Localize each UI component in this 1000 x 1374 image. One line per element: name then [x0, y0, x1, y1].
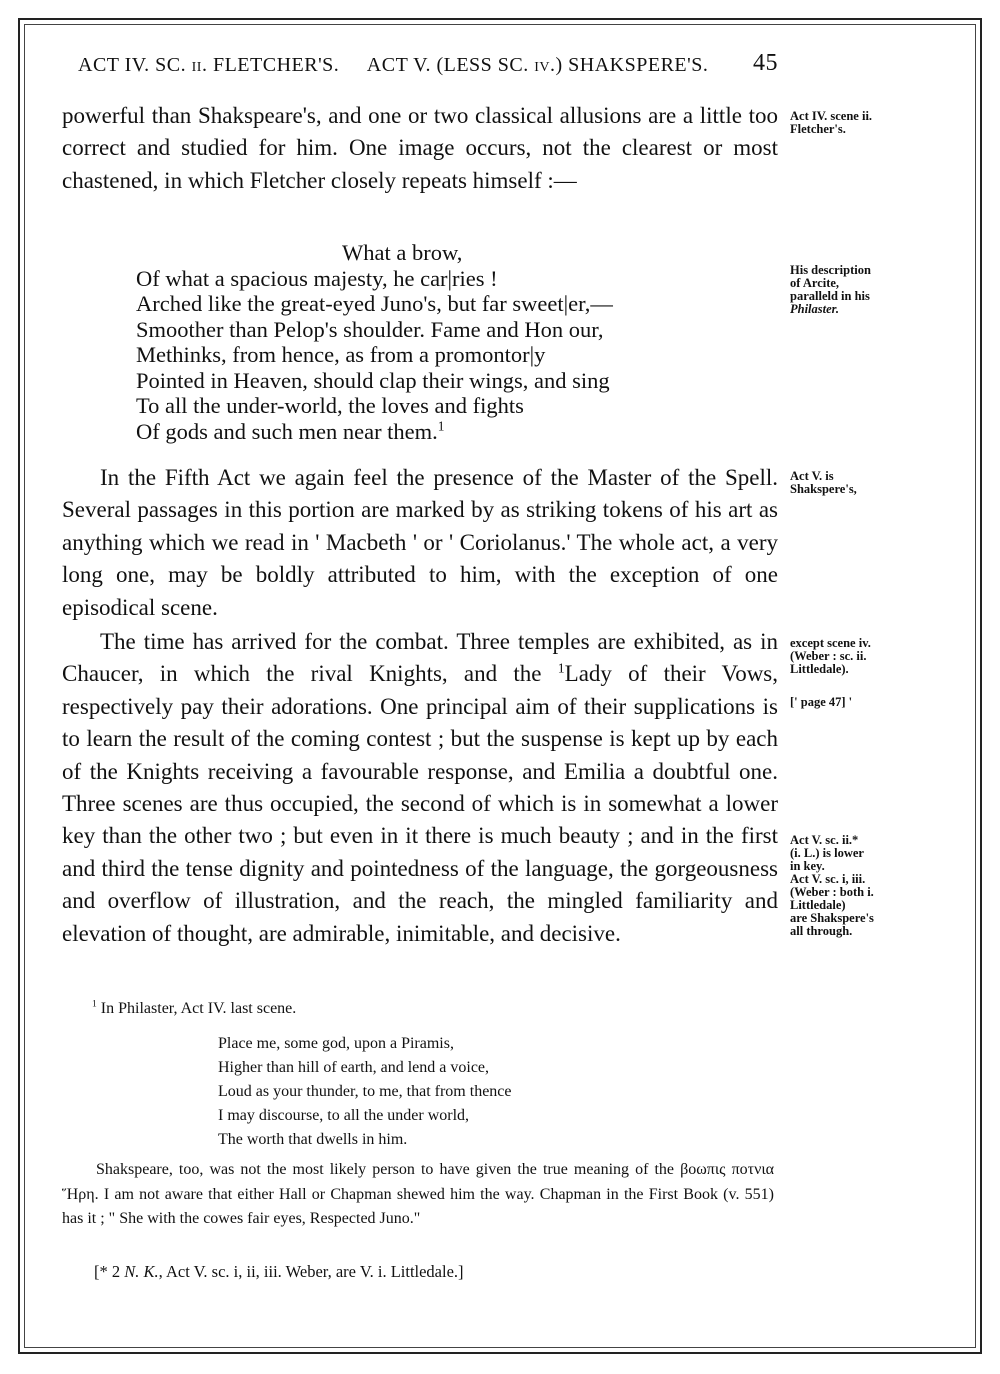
sidenote-line: Philaster.	[790, 302, 839, 316]
paragraph-1-text: powerful than Shakspeare's, and one or two classical allusions are a little too correct and studied for him. One image occurs, not the clearest or most chastened, in which Fletcher closely repeats himself :—	[62, 103, 778, 193]
paragraph-3-rest: Lady of their Vows, respectively pay their adorations. One principal aim of their supplications is to learn the result of the coming contest ; but the suspense is kept up by each of the Knights receiving a favourable response, and Emilia a doubtful one. Three scenes are thus occupied, the second of which is in somewhat a lower key than the other two ; but even in it there is much beauty ; and in the first and third the tense dignity and pointedness of the language, the gorgeousness and overflow of illustration, and the reach, the mingled familiarity and elevation of thought, are admirable, inimitable, and decisive.	[62, 661, 779, 946]
paragraph-3	[62, 626, 778, 950]
sidenote-act-v	[790, 470, 940, 496]
sidenote-arcite	[790, 264, 940, 316]
verse-line-last	[136, 419, 776, 445]
footnote-paragraph	[62, 1158, 774, 1232]
footnote-verse-line: I may discourse, to all the under world,	[218, 1107, 470, 1124]
footnote-verse-line: Place me, some god, upon a Piramis,	[218, 1035, 454, 1052]
sidenote-line: paralleld in his	[790, 289, 870, 303]
sidenote-line: Act V. sc. ii.*	[790, 833, 859, 847]
sidenote-act-iv	[790, 110, 940, 136]
sidenote-page-ref	[790, 696, 940, 709]
sidenote-line: His description	[790, 263, 871, 277]
footnote-paragraph-text: Shakspeare, too, was not the most likely person to have given the true meaning of the βοωπις ποτνια Ἥρη. I am not aware that either Hall or Chapman shewed him the way. Chapman in the First Book (v. 551) has it ; " She with the cowes fair eyes, Respected Juno."	[62, 1161, 774, 1227]
editor-note-open: [* 2	[94, 1262, 121, 1281]
footnote-verse-line: The worth that dwells in him.	[218, 1131, 408, 1148]
verse-line: Methinks, from hence, as from a promontor|y	[136, 342, 546, 367]
sidenote-line: of Arcite,	[790, 276, 840, 290]
paragraph-1	[62, 100, 778, 197]
sidenote-line: Fletcher's.	[790, 122, 846, 136]
sidenote-act-v-scenes	[790, 834, 940, 938]
footnote-verse	[218, 1032, 512, 1152]
verse-quotation	[136, 240, 776, 444]
header-act-iv: ACT IV. SC. ii. FLETCHER'S.	[78, 54, 340, 76]
sidenote-line: Act IV. scene ii.	[790, 109, 873, 123]
header-act-v: ACT V. (LESS SC. iv.) SHAKSPERE'S.	[366, 54, 709, 76]
footnote-verse-line: Higher than hill of earth, and lend a voice,	[218, 1059, 490, 1076]
footnote-mark: 1	[437, 418, 445, 433]
footnote-mark: 1	[92, 998, 97, 1010]
sidenote-line: all through.	[790, 924, 853, 938]
paragraph-3-text	[62, 626, 778, 950]
editor-note-italic: N. K.	[124, 1262, 159, 1281]
paragraph-2	[62, 462, 778, 624]
sidenote-line: (Weber : sc. ii.	[790, 649, 867, 663]
sidenote-line: Littledale).	[790, 662, 849, 676]
editor-note	[94, 1262, 464, 1282]
verse-line: What a brow,	[342, 240, 463, 265]
sidenote-line: Shakspere's,	[790, 482, 857, 496]
verse-text: Of gods and such men near them.	[136, 418, 438, 444]
sidenote-line: [' page 47] '	[790, 695, 853, 709]
verse-line: Arched like the great-eyed Juno's, but far sweet|er,—	[136, 291, 613, 316]
paragraph-3-start: The time has arrived for the combat. Three temples are exhibited, as in Chaucer, in which the rival Knights, and the	[62, 629, 778, 687]
verse-line: Of what a spacious majesty, he car|ries !	[136, 265, 498, 291]
footnote-verse-line: Loud as your thunder, to me, that from thence	[218, 1083, 512, 1100]
sidenote-line: Act V. sc. i, iii.	[790, 872, 866, 886]
verse-line: Pointed in Heaven, should clap their wings, and sing	[136, 367, 610, 393]
sidenote-line: are Shakspere's	[790, 911, 874, 925]
paragraph-2-text: In the Fifth Act we again feel the presence of the Master of the Spell. Several passages in this portion are marked by as striking tokens of his art as anything which we read in ' Macbeth ' or ' Coriolanus.' The whole act, a very long one, may be boldly attributed to him, with the exception of one episodical scene.	[62, 465, 778, 620]
verse-line: Smoother than Pelop's shoulder. Fame and Hon our,	[136, 316, 604, 342]
footnote-heading	[92, 1000, 296, 1018]
sidenote-except-scene	[790, 637, 940, 676]
sidenote-line: Littledale)	[790, 898, 846, 912]
editor-note-rest: , Act V. sc. i, ii, iii. Weber, are V. i. Littledale.]	[158, 1262, 464, 1281]
sidenote-line: (Weber : both i.	[790, 885, 874, 899]
verse-line: To all the under-world, the loves and fights	[136, 393, 524, 418]
page-number: 45	[753, 50, 778, 76]
running-header	[78, 50, 778, 77]
footnote-heading-text: In Philaster, Act IV. last scene.	[100, 1000, 297, 1017]
sidenote-line: (i. L.) is lower	[790, 846, 864, 860]
sidenote-line: except scene iv.	[790, 636, 871, 650]
sidenote-line: in key.	[790, 859, 825, 873]
footnote-mark: 1	[557, 660, 565, 676]
sidenote-line: Act V. is	[790, 469, 834, 483]
